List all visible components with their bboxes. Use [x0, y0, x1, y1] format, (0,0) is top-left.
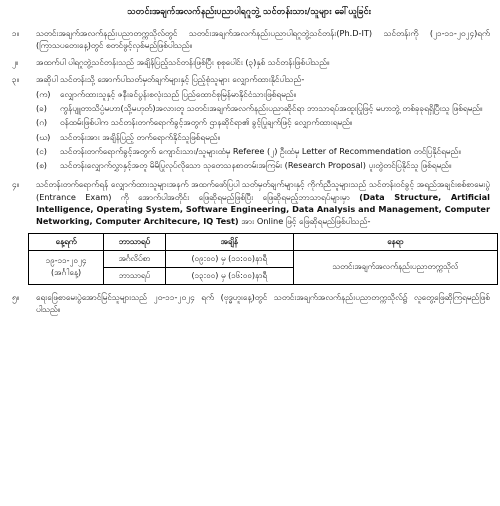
- column-header-subject: ဘာသာရပ်: [104, 233, 166, 250]
- requirement-label: (ဂ): [36, 117, 48, 128]
- requirement-item: [36, 88, 490, 100]
- paragraph-number: ၅။: [12, 291, 20, 302]
- exam-time-cell: (၀၉:၀၀) မှ (၁၁:၀၀)နာရီ: [165, 250, 293, 267]
- paragraph-2: [8, 56, 490, 68]
- paragraph-5: [8, 291, 490, 316]
- exam-venue-cell: သတင်းအချက်အလက်နည်းပညာတက္ကသိုလ်: [293, 250, 497, 284]
- exam-day: (အင်္ဂါနေ့): [50, 268, 82, 278]
- table-row: [29, 250, 498, 267]
- requirement-text: သင်တန်းတက်ရောက်ခွင့်အတွက် ကျောင်းသား/သူများထံမှ Referee (၂) ဦးထံမှ Letter of Recommendation တင်ပြနိုင်ရမည်။: [60, 145, 461, 156]
- requirement-text: ဝန်ထမ်းဖြစ်ပါက သင်တန်းတက်ရောက်ခွင့်အတွက် ဌာနဆိုင်ရာ၏ ခွင့်ပြုချက်ဖြင့် လျှောက်ထားရမည်။: [60, 117, 353, 128]
- document-title: သတင်းအချက်အလက်နည်းပညာပါရဂူဘွဲ့ သင်တန်းသား/သူများ ခေါ်ယူခြင်း: [127, 7, 371, 17]
- column-header-time: အချိန်: [165, 233, 293, 250]
- requirement-text: သင်တန်းလျှောက်လွှာနှင့်အတူ မိမိပြုလုပ်လိုသော သုတေသနစာတမ်းအကြမ်း (Research Proposal) ပူးတွဲတင်ပြနိုင်သူ ဖြစ်ရမည်။: [60, 160, 452, 171]
- paragraph-number: ၄။: [12, 179, 20, 190]
- document-page: [0, 6, 500, 506]
- requirement-text: လျှောက်ထားသူနှင့် ဇနီးခင်ပွန်းစလုံးသည် ပြည်ထောင်စုမြန်မာနိုင်ငံသားဖြစ်ရမည်။: [60, 88, 297, 99]
- paragraph-4: [8, 178, 490, 227]
- paragraph-text: [36, 178, 490, 227]
- paragraph-block: [36, 73, 490, 173]
- requirement-item: [36, 116, 490, 128]
- exam-subjects-list: (Data Structure, Artificial Intelligence, Operating System, Software Engineering, Data Analysis and Management, Computer Networking, Computer Architecure, IQ Test): [36, 191, 490, 227]
- requirement-label: (က): [36, 88, 51, 99]
- paragraph-text: ရေးဖြေစာမေးပွဲအောင်မြင်သူများသည် ၂၀-၁၁-၂၀၂၄ ရက် (ဗုဒ္ဓဟူးနေ့)တွင် သတင်းအချက်အလက်နည်းပညာတက္ကသိုလ်၌ လူတွေ့ဖြေဆိုကြရမည်ဖြစ်ပါသည်။: [36, 291, 490, 314]
- requirements-list: [36, 88, 490, 172]
- exam-date-cell: [29, 250, 104, 284]
- column-header-venue: နေရာ: [293, 233, 497, 250]
- requirement-item: [36, 145, 490, 157]
- paragraph-text: သတင်းအချက်အလက်နည်းပညာတက္ကသိုလ်တွင် သတင်းအချက်အလက်နည်းပညာပါရဂူဘွဲ့သင်တန်း(Ph.D-IT) သင်တန်းကို (၂၁-၁၁-၂၀၂၄)ရက် (ကြာသပတေးနေ့)တွင် စတင်ဖွင့်လှစ်မည်ဖြစ်ပါသည်။: [36, 27, 490, 50]
- exam-schedule-table: [28, 233, 498, 285]
- requirement-label: (င): [36, 145, 47, 156]
- requirement-text: ကွန်ပျူတာသိပ္ပံမဟာ(သို့မဟုတ်)အလားတူ သတင်းအချက်အလက်နည်းပညာဆိုင်ရာ ဘာသာရပ်အထူးပြုဖြင့် မဟာဘွဲ့ တစ်ခုခုရရှိပြီးသူ ဖြစ်ရမည်။: [60, 102, 483, 113]
- paragraph-number: ၂။: [12, 57, 19, 68]
- paragraph-text: အဆိုပါ သင်တန်းသို့ အောက်ပါသတ်မှတ်ချက်များနှင့် ပြည့်စုံသူများ လျှောက်ထားနိုင်ပါသည်-: [36, 74, 305, 85]
- exam-subject-cell: ဘာသာရပ်: [104, 267, 166, 284]
- requirement-label: (ဃ): [36, 131, 51, 142]
- paragraph-number: ၁။: [12, 27, 20, 38]
- exam-time-cell: (၁၃:၀၀) မှ (၁၆:၀၀)နာရီ: [165, 267, 293, 284]
- requirement-label: (စ): [36, 160, 47, 171]
- paragraph-3: [8, 73, 490, 173]
- paragraph-text-plain: သင်တန်းတက်ရောက်ရန် လျှောက်ထားသူများအနက် အထက်ဖော်ပြပါ သတ်မှတ်ချက်များနှင့် ကိုက်ညီသူများသည် သင်တန်းဝင်ခွင့် အရည်အချင်းစစ်စာမေးပွဲ (Entrance Exam) ကို အောက်ပါအတိုင်း ဖြေဆိုရမည်ဖြစ်ပြီး ဖြေဆိုရမည့်ဘာသာရပ်များမှာ: [36, 179, 490, 202]
- requirement-text: သင်တန်းအား အချိန်ပြည့် တက်ရောက်နိုင်သူဖြစ်ရမည်။: [60, 131, 221, 142]
- paragraph-text-tail: အား Online ဖြင့် ဖြေဆိုရမည်ဖြစ်ပါသည်-: [241, 216, 371, 227]
- paragraph-1: [8, 27, 490, 52]
- column-header-date: နေ့ရက်: [29, 233, 104, 250]
- requirement-item: [36, 159, 490, 171]
- exam-subject-cell: အင်္ဂလိပ်စာ: [104, 250, 166, 267]
- requirement-label: (ခ): [36, 102, 47, 113]
- table-header-row: [29, 233, 498, 250]
- requirement-item: [36, 102, 490, 114]
- requirement-item: [36, 131, 490, 143]
- exam-date: ၁၉-၁၁-၂၀၂၄: [45, 256, 87, 266]
- paragraph-number: ၃။: [12, 74, 20, 85]
- paragraph-text: အထက်ပါ ပါရဂူဘွဲ့သင်တန်းသည် အချိန်ပြည့်သင်တန်းဖြစ်ပြီး စုစုပေါင်း (၃)နှစ် သင်တန်းဖြစ်ပါသည်။: [36, 57, 330, 68]
